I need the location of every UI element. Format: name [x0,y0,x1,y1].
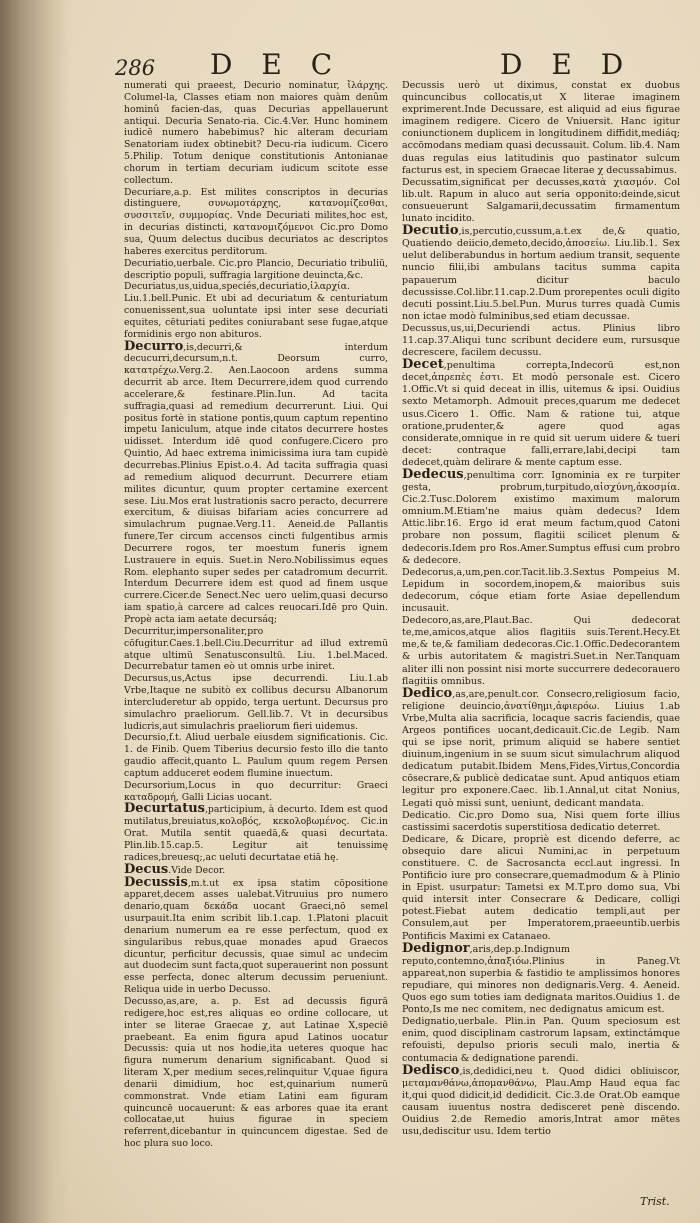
entry-text: Dedicare, & Dicare, propriè est dicendo deferre, ac obsequio dare alicui Numini,ac in perpetuum constituere. C. de Sacrosancta eccl.aut ingressi. In Pontificio iure pro consecrare,quemadmodum & à Plinio in Epist. usurpatur: Tametsi ex M.T.pro domo sua, Vbi quid intersit inter Consecrare & Dedicare, colligi potest.Fiebat autem dedicatio templi,aut per Consulem,aut per Imperatorem,praeeuntib.uerbis Pontificis Maximi ex Catanaeo. [402,833,680,942]
entry-text: ,aris,dep.p.Indignum reputo,contemno,ἀπαξιόω.Plinius in Paneg.Vt appareat,non superbia & fastidio te amplissimos honores repudiare, qui minores non dedignaris.Verg. 4. Aeneid. Quos ego sum toties iam dedignata maritos.Ouidius 1. de Ponto,Is me nec comitem, nec dedignatus amicum est. [402,943,680,1016]
entry-text: numerati qui praeest, Decurio nominatur, ἴλάρχης. Columel-la, Classes etiam non maiores quàm denûm hominû facien-das, quas Decurias appellauerunt antiqui. Decuria Senato-ria. Cic.4.Ver. Hunc hominem iudicē numero habebimus? hic alteram decuriam Senatoriam iudex obtinebit? Decu-ria iudicum. Cicero 5.Philip. Totum denique constitutionis Antonianae chorum in tertiam decuriam iudicum scitote esse collectum. [124,80,388,186]
entry-text: Decursorium,Locus in quo decurritur: Graeci καταδρομή, Galli Licias uocant. [124,779,388,803]
dictionary-entry [402,1016,680,1064]
entry-text: ,m.t.ut ex ipsa statim cōpositione apparet,decem asses ualebat.Vitruuius pro numero denario,quam δεκάδα uocant Graeci,nō semel usurpauit.Ita enim scribit lib.1.cap. 1.Platoni placuit denarium numerum ea re esse perfectum, quod ex singularibus rebus,quae monades apud Graecos dicuntur, perficitur decussis, quae simul ac undecim aut duodecim sunt facta,quot superauerint non possunt esse perfecta, donec alterum decussim perueniunt. Reliqua uide in uerbo Decusso. [124,877,388,996]
dictionary-entry [124,187,388,258]
entry-headword: Dedisco [402,1062,460,1078]
dictionary-entry [124,258,388,282]
page-header [110,46,670,81]
dictionary-entry [124,996,388,1150]
entry-text: Decuriatio,uerbale. Cic.pro Plancio, Decuriatio tribuliū, descriptio populi, suffragia largitione deuincta,&c. [124,257,388,281]
page-gutter [0,0,70,1223]
entry-text: ,is,dedidici,neu t. Quod didici obliuiscor, μεταμανθάνω,ἀπομανθάνω, Plau.Amp Haud equa fac it,qui quod didicit,id dedidicit. Cic.3.de Orat.Ob eamque causam iuuentus nostra dedisceret penè discendo. Ouidius 2.de Remedio amoris,Intrat amor mētes usu,dediscitur usu. Idem tertio [402,1065,680,1138]
dictionary-entry [402,323,680,359]
dictionary-entry [402,685,680,810]
dictionary-entry [402,810,680,834]
dictionary-entry [402,834,680,943]
entry-text: ,is,percutio,cussum,a.t.ex de,& quatio, Quatiendo deiicio,demeto,decido,ἀποσείω. Liu.lib.1. Sex uelut deliberabundus in hortum aedium transit, sequente nuncio filii,ibi ambulans tacitus summa capita papauerum dicitur baculo decussisse.Col.libr.11.cap.2.Dum prorepentes oculi digito decuti possint.Liu.5.bel.Pun. Murus turres quadà Cumis non ictae modò fulminibus,sed etiam decussae. [402,226,680,322]
dictionary-entry [402,359,680,469]
entry-headword: Decurtatus [124,801,205,817]
dictionary-entry [402,177,680,225]
dictionary-entry [402,940,680,1017]
dictionary-entry [402,567,680,615]
entry-text: Decurritur,impersonaliter,pro cōfugitur.Caes.1.bell.Ciu.Decurritur ad illud extremū atque ultimū Senatusconsultū. Liu. 1.bel.Maced. Decurrebatur tamen eò ut omnis urbe iniret. [124,625,388,673]
dictionary-entry [402,225,680,323]
entry-text: Dedignatio,uerbale. Plin.in Pan. Quum speciosum est enim, quod disciplinam castrorum lapsam, extinctámque refouisti, depulso prioris seculi malo, inertia & contumacia & dedignatione parendi. [402,1016,680,1064]
dictionary-entry [402,615,680,688]
entry-text: Decussus,us,ui,Decuriendi actus. Plinius libro 11.cap.37.Aliqui tunc scribunt decidere eum, rursusque decrescere, facilem decussu. [402,322,680,359]
page-number: 286 [115,56,156,80]
entry-headword: Decus [124,861,169,877]
entry-headword: Decet [402,357,444,373]
dictionary-entry [124,626,388,673]
entry-text: Decuriatus,us,uidua,speciés,decuriatio,ἰλαρχία. Liu.1.bell.Punic. Et ubi ad decuriatum & centuriatum conuenissent,sua uoluntate ipsi inter sese decuriati equites, cēturiati pedites coniurabant sese fugae,atque formidinis ergo non abituros. [124,281,388,340]
entry-text: Decussis uerò ut diximus, constat ex duobus quincuncibus collocatis,ut X literae imaginem exprimerent.Inde Decussare, est aliquid ad eius figurae imaginem redigere. Cicero de Vniuersit. Hanc igitur coniunctionem duplicem in longitudinem diffidit,mediáq; accōmodans mediam quasi decussauit. Colum. lib.4. Nam duas regulas eius latitudinis quo pastinator sulcum facturus est, in speciem Graecae literae χ decussabimus. [402,80,680,176]
entry-headword: Decutio [402,223,459,239]
entry-headword: Dedico [402,685,453,701]
entry-text: Decuriare,a.p. Est milites conscriptos in decurias distinguere, συνωμοτάρχης, κατανομίζεσθαι, συσσιτεῖν, συμμορίας. Vnde Decuriati milites,hoc est, in decurias distincti, κατανομιζόμενοι Cic.pro Domo sua, Quum delectus ducibus decuriatos ac descriptos haberes exercitus perditorum. [124,186,388,257]
entry-text: ,as,are,penult.cor. Consecro,religiosum facio, religione deuincio,ἀνατίθημι,ἀφιερόω. Liuius 1.ab Vrbe,Multa alia sacrificia, locaque sacris faciendis, quae Argeos pontifices uocant,dedicauit.Cic.de Legib. Nam qui se ipse norit, primum aliquid se habere sentiet diuinum,ingenium in se suum sicut simulachrum aliquod dedicatum putabit.Ibidem Mens,Fides,Virtus,Concordia cōsecrare,& publicè dedicatae sunt. Apud antiquos etiam legitur pro exponere.Caec. lib.1.Annal,ut citat Nonius, Legati quò missi sunt, ueniunt, dedicant mandata. [402,688,680,809]
dictionary-entry [124,780,388,804]
catchword: Trist. [640,1195,670,1208]
entry-text: Dedecoro,as,are,Plaut.Bac. Qui dedecorat te,me,amicos,atque alios flagitiis suis.Terent.Hecy.Et me,& te,& familiam dedecoras.Cic.1.Offic.Dedecorantem & urbis autoritatem & magistri.Suet.in Ner.Tanquam aliter illi non possint nisi morte succurrere dedecorauero flagitiis omnibus. [402,615,680,687]
entry-text: Decusso,as,are, a. p. Est ad decussis figurā redigere,hoc est,res aliquas eo ordine collocare, ut inter se literae Graecae χ, aut Latinae X,speciē praebeant. Ea enim figura apud Latinos uocatur Decussis: quia ut nos hodie,ita ueteres quoque hac figura numerum denarium significabant. Quod si literam X,per medium seces,relinquitur V,quae figura denarii dimidium, hoc est,quinarium numerū commonstrat. Vnde etiam Latini eam figuram quincuncē uocauerunt: & eas arbores quae ita erant collocatae,ut huius figurae in speciem referrent,dicebantur in quincuncem digestae. Sed de hoc plura suo loco. [124,995,388,1150]
dictionary-entry [124,874,388,996]
entry-text: Dedicatio. Cic.pro Domo sua, Nisi quem forte illius castissimi sacerdotis superstitiosa dedicatio deterret. [402,809,680,833]
right-column [402,80,680,1138]
entry-headword: Dedecus [402,467,464,482]
dictionary-entry [402,469,680,567]
entry-headword: Decussis [124,874,188,890]
dictionary-entry [124,80,388,187]
running-head-left: D E C [210,48,343,81]
entry-text: ,penultima corr. Ignominia ex re turpiter gesta, probrum,turpitudo,αἰσχύνη,ἀκοσμία. Cic.2.Tusc.Dolorem existimo maximum malorum omnium.M.Etiam'ne maius quàm dedecus? Idem Attic.libr.16. Ergo id erat meum factum,quod Catoni probare non possum, flagitii scilicet plenum & dedecoris.Idem pro Ros.Amer.Sumptus effusi cum probro & dedecore. [402,470,680,566]
entry-text: .Vide Decor. [168,864,226,876]
entry-text: ,is,decurri,& interdum decucurri,decursum,n.t. Deorsum curro, κατατρέχω.Verg.2. Aen.Laocoon ardens summa decurrit ab arce. Item Decurrere,idem quod currendo accelerare,& festinare.Plin.Iun. Ad tacita suffragia,quasi ad remedium decurrerunt. Liui. Qui positus fortè in statione pontis,quum captum repentino impetu Ianiculum, atque inde citatos decurrere hostes uidisset. Interdum idē quod confugere.Cicero pro Quintio, Ad haec extrema inimicissima iura tam cupidè decurrebas.Plinius Epist.o.4. Ad tacita suffragia quasi ad remedium aliquod decurrunt. Decurrere etiam milites dicuntur, quum propter certamine exercent sese. Liu.Mos erat lustrationis sacro peracto, decurrere exercitum, & diuisas bifariam acies concurrere ad simulachrum pugnae.Verg.11. Aeneid.de Pallantis funere,Ter circum accensos cincti fulgentibus armis Decurrere rogos, ter moestum funeris ignem Lustrauere in equis. Suet.in Nero.Nobilissimus eques Rom. elephanto super sedes per catadromum decurrit. Interdum Decurrere idem est quod ad finem usque currere.Cicer.de Senect.Nec uero uelim,quasi decurso iam spatio,à carcere ad calces reuocari.Idē pro Quin. Propè acta iam aetate decursáq; [124,341,388,625]
running-head-right: D E D [500,48,634,81]
dictionary-entry [124,732,388,779]
entry-text: ,penultima correpta,Indecorū est,non decet,ἀπρεπὲς ἐστι. Et modò personale est. Cicero 1.Offic.Vt si quid deceat in illis, uitemus & ipsi. Ouidius sexto Metamorph. Admouit preces,quarum me dedecet usus.Cicero 1. Offic. Nam & ratione tui, atque oratione,prudenter,& agere quod agas considerate,omnique in re quid sit uerum uidere & tueri decet: contraque falli,errare,labi,decipi tam dedecet,quàm delirare & mente captum esse. [402,360,680,468]
dictionary-entry [402,80,680,177]
dictionary-entry [124,338,388,626]
dictionary-entry [124,803,388,863]
entry-text: Decursio,f.t. Aliud uerbale eiusdem significationis. Cic. 1. de Finib. Quem Tiberius decursio festo illo die tanto gaudio affecit,quanto L. Paulum quum regem Persen captum adduceret eodem flumine inuectum. [124,732,388,779]
dictionary-entry [124,673,388,732]
entry-headword: Decurro [124,338,184,354]
entry-headword: Dedignor [402,940,470,956]
entry-text: Decussatim,significat per decusses,κατὰ χιασμόν. Col lib.ult. Rapum in aluco aut seria opponito:deinde,sicut consueuerunt Salgamarii,decussatim firmamentum lunato incidito. [402,176,680,225]
dictionary-entry [402,1062,680,1139]
entry-text: Dedecorus,a,um,pen.cor.Tacit.lib.3.Sextus Pompeius M. Lepidum in socordem,inopem,& maioribus suis dedecorum, cóque etiam forte Asiae depellendum incusauit. [402,566,680,615]
entry-text: Decursus,us,Actus ipse decurrendi. Liu.1.ab Vrbe,Itaque ne subitò ex collibus decursu Albanorum intercluderetur ab oppido, terga uertunt. Decursus pro simulachro praeliorum. Gell.lib.7. Vt in decursibus ludicris,aut simulachris praeliorum fieri uidemus. [124,673,388,732]
dictionary-entry [124,281,388,340]
left-column [124,80,388,1150]
entry-text: ,participium, à decurto. Idem est quod mutilatus,breuiatus,κολοβός, κεκολοβωμένος. Cic.in Orat. Mutila sentit quaedā,& quasi decurtata. Plin.lib.15.cap.5. Legitur ait tenuissimę radices,breuesq;,ac ueluti decurtatae etiā hę. [124,804,388,863]
